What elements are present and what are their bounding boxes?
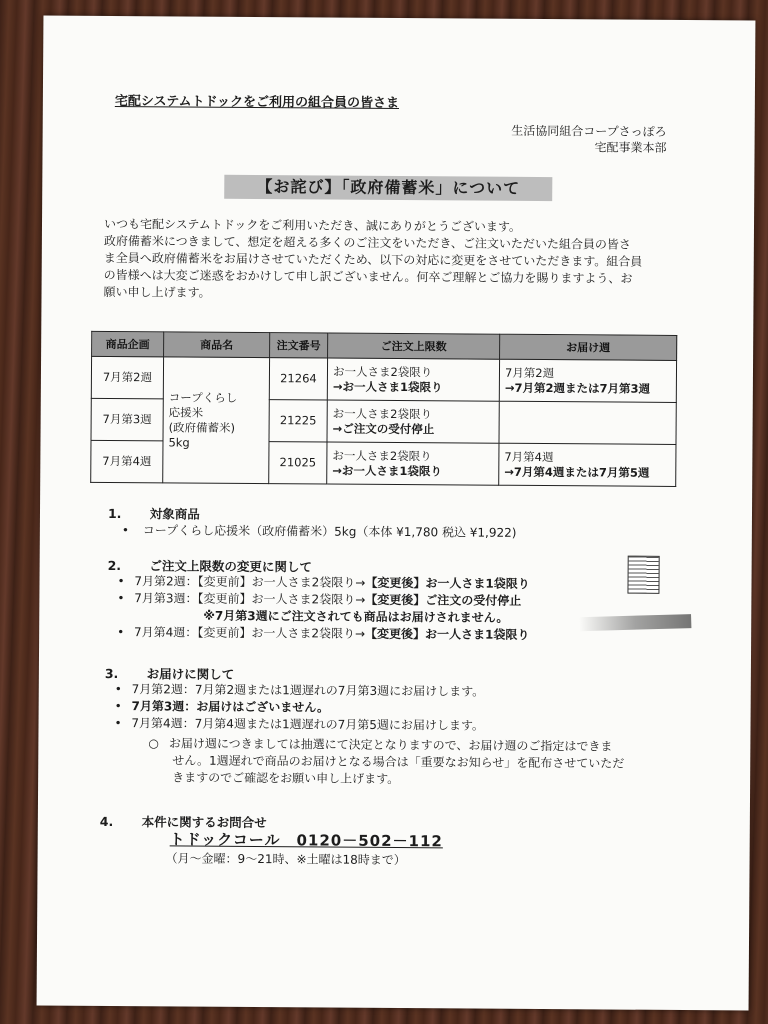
header-delivery: お届け週 bbox=[500, 334, 677, 360]
section-2-item bbox=[117, 624, 529, 644]
week-label: 7月第4週： bbox=[134, 625, 198, 640]
cell-delivery bbox=[499, 443, 676, 486]
before-text: 【変更前】お一人さま2袋限り→ bbox=[197, 591, 366, 607]
before-text: 【変更前】お一人さま2袋限り→ bbox=[197, 625, 366, 641]
cell-delivery bbox=[499, 401, 676, 444]
limit-after: →お一人さま1袋限り bbox=[332, 463, 442, 478]
section-3-item bbox=[115, 698, 329, 716]
limit-before: お一人さま2袋限り bbox=[332, 406, 433, 421]
item-text: 7月第4週：7月第4週または1週遅れの7月第5週にお届けします。 bbox=[131, 716, 484, 733]
notice-title: 【お詫び】「政府備蓄米」について bbox=[224, 175, 552, 201]
after-text: 【変更後】ご注文の受付停止 bbox=[365, 592, 522, 608]
section-1-item bbox=[122, 522, 517, 542]
cell-order-no: 21225 bbox=[269, 400, 327, 442]
after-text: 【変更後】お一人さま1袋限り bbox=[364, 626, 530, 642]
issuer-dept: 宅配事業本部 bbox=[594, 140, 667, 155]
cell-order-no: 21264 bbox=[269, 358, 327, 400]
intro-line: の皆様へは大変ご迷惑をおかけして申し訳ございません。何卒ご理解とご協力を賜りますよう、お bbox=[103, 267, 633, 286]
section-title: お届けに関して bbox=[146, 666, 235, 682]
section-2-item bbox=[117, 590, 521, 610]
order-table bbox=[90, 331, 677, 487]
bullet-icon: • bbox=[114, 682, 122, 697]
item-text: 7月第2週：7月第2週または1週遅れの7月第3週にお届けします。 bbox=[131, 682, 485, 699]
section-number: 2. bbox=[107, 557, 122, 574]
delivery-after: →7月第4週または7月第5週 bbox=[504, 464, 650, 480]
cell-limit bbox=[327, 442, 499, 485]
subnote-line: お届け週につきましては抽選にて決定となりますので、お届け週のご指定はできま bbox=[168, 736, 613, 754]
product-line: 5kg bbox=[168, 434, 190, 450]
cell-product-name bbox=[163, 357, 270, 484]
header-product: 商品名 bbox=[164, 332, 270, 358]
cell-limit bbox=[327, 358, 499, 401]
ink-smudge bbox=[579, 614, 691, 631]
intro-line: 願い申し上げます。 bbox=[103, 284, 211, 300]
week-label: 7月第3週： bbox=[134, 591, 198, 606]
intro-line: いつも宅配システムトドックをご利用いただき、誠にありがとうございます。 bbox=[103, 216, 521, 234]
bullet-icon: • bbox=[117, 625, 125, 640]
section-2-note: ※7月第3週にご注文されても商品はお届けされません。 bbox=[203, 608, 509, 625]
section-1-heading bbox=[108, 504, 200, 523]
delivery-after: →7月第2週または7月第3週 bbox=[504, 380, 651, 396]
subnote-line: せん。1週遅れで商品のお届けとなる場合は「重要なお知らせ」を配布させていただ bbox=[172, 753, 625, 771]
table-row bbox=[91, 356, 676, 402]
subnote-line: きますのでご確認をお願い申し上げます。 bbox=[172, 770, 400, 787]
delivery-after bbox=[505, 422, 671, 423]
delivery-before: 7月第4週 bbox=[504, 449, 554, 464]
header-order-no: 注文番号 bbox=[270, 333, 328, 358]
header-week: 商品企画 bbox=[92, 331, 164, 357]
cell-delivery bbox=[499, 359, 676, 402]
cell-order-no: 21025 bbox=[269, 442, 327, 484]
notice-paper bbox=[37, 16, 756, 1011]
addressee: 宅配システムトドックをご利用の組合員の皆さま bbox=[114, 94, 400, 112]
product-line: 応援米 bbox=[168, 404, 204, 420]
section-3-heading bbox=[105, 664, 234, 683]
header-limit: ご注文上限数 bbox=[328, 333, 500, 359]
section-title: 対象商品 bbox=[149, 506, 200, 522]
qr-stamp-icon bbox=[627, 556, 659, 594]
product-line: コープくらし bbox=[168, 389, 238, 405]
section-title: 本件に関するお問合せ bbox=[141, 814, 267, 831]
intro-paragraph bbox=[103, 216, 704, 305]
issuer-org: 生活協同組合コープさっぽろ bbox=[511, 123, 667, 139]
circle-bullet-icon: ○ bbox=[148, 736, 159, 751]
cell-week: 7月第3週 bbox=[91, 398, 163, 441]
bullet-icon: • bbox=[117, 591, 125, 606]
section-3-item bbox=[114, 715, 484, 735]
intro-line: 政府備蓄米につきまして、想定を超える多くのご注文をいただき、ご注文いただいた組合員の皆さ bbox=[103, 233, 631, 252]
contact-phone: トドックコール 0120－502－112 bbox=[169, 830, 443, 851]
issuer-block bbox=[511, 123, 667, 156]
section-number: 3. bbox=[104, 665, 119, 682]
bullet-icon: • bbox=[121, 523, 130, 538]
limit-after: →お一人さま1袋限り bbox=[332, 379, 443, 394]
limit-before: お一人さま2袋限り bbox=[332, 448, 432, 463]
before-text: 【変更前】お一人さま2袋限り→ bbox=[197, 574, 366, 590]
after-text: 【変更後】お一人さま1袋限り bbox=[365, 575, 530, 591]
bullet-icon: • bbox=[114, 716, 122, 731]
cell-week: 7月第2週 bbox=[91, 356, 163, 399]
limit-after: →ご注文の受付停止 bbox=[332, 421, 435, 436]
contact-hours: （月～金曜：9～21時、※土曜は18時まで） bbox=[165, 851, 406, 868]
delivery-before: 7月第2週 bbox=[504, 365, 555, 380]
bullet-icon: • bbox=[117, 574, 125, 589]
limit-before: お一人さま2袋限り bbox=[332, 364, 433, 379]
section-number: 1. bbox=[107, 505, 122, 522]
item-text: コープくらし応援米（政府備蓄米）5kg（本体 ¥1,780 税込 ¥1,922) bbox=[142, 523, 517, 540]
delivery-before bbox=[505, 422, 671, 423]
bullet-icon: • bbox=[114, 699, 122, 714]
item-text: 7月第3週：お届けはございません。 bbox=[131, 699, 330, 715]
week-label: 7月第2週： bbox=[134, 574, 198, 589]
section-title: ご注文上限数の変更に関して bbox=[149, 558, 313, 575]
section-3-subnote bbox=[148, 735, 624, 789]
intro-line: ま全員へ政府備蓄米をお届けさせていただくため、以下の対応に変更をさせていただきます。組合員 bbox=[103, 250, 643, 269]
product-line: (政府備蓄米) bbox=[168, 419, 236, 435]
cell-week: 7月第4週 bbox=[91, 440, 163, 483]
cell-limit bbox=[327, 400, 499, 443]
section-number: 4. bbox=[99, 813, 114, 830]
